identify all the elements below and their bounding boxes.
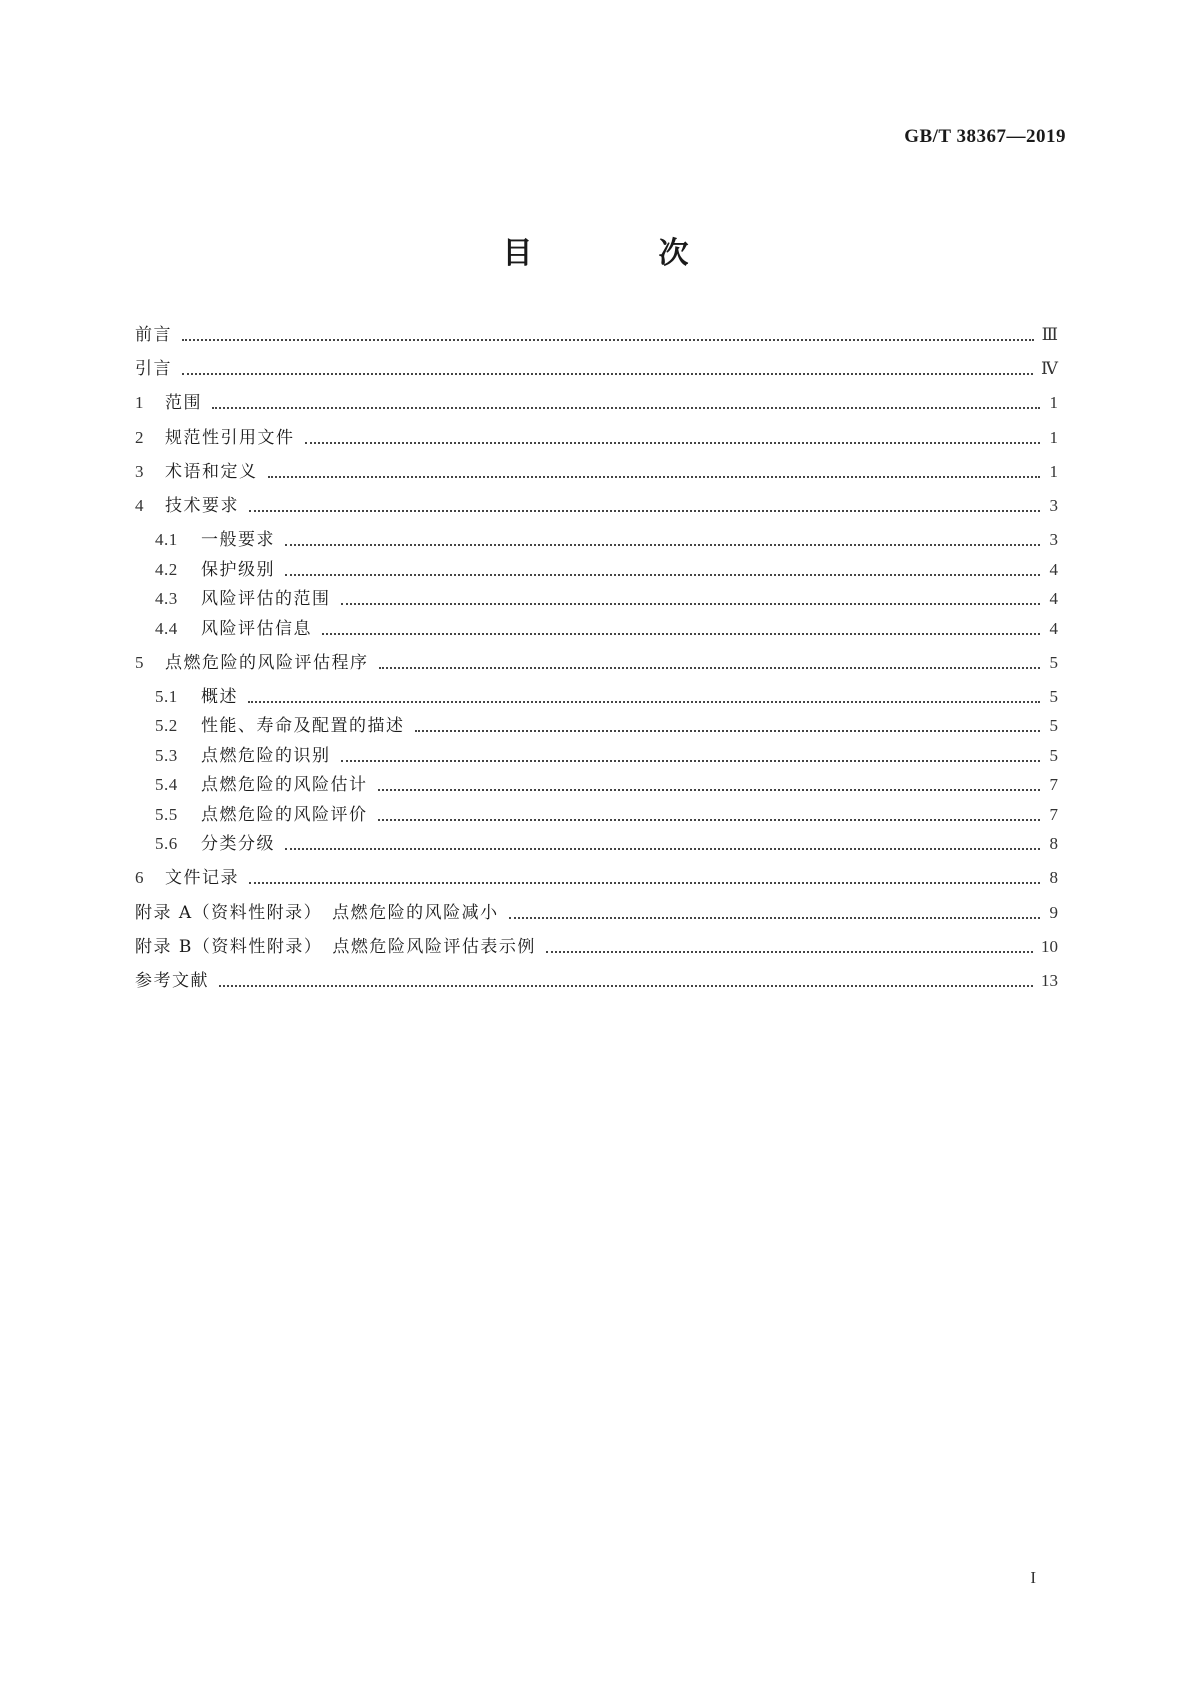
toc-label: 范围 — [165, 393, 202, 413]
toc-entry-appendix-b[interactable] — [135, 934, 1058, 960]
toc-entry-4-3[interactable] — [155, 586, 1058, 612]
toc-number: 4.4 — [155, 619, 178, 638]
toc-entry-5-5[interactable] — [155, 802, 1058, 828]
toc-entry-references[interactable] — [135, 968, 1058, 994]
toc-label: 风险评估的范围 — [201, 589, 331, 609]
toc-leader — [285, 848, 1040, 850]
toc-leader — [248, 701, 1040, 703]
toc-entry-introduction[interactable] — [135, 356, 1058, 382]
toc-page: 13 — [1041, 971, 1058, 990]
toc-leader — [285, 574, 1040, 576]
toc-number: 5.4 — [155, 775, 178, 794]
toc-label: 附录 B（资料性附录） 点燃危险风险评估表示例 — [135, 937, 536, 957]
toc-page: 4 — [1049, 619, 1058, 638]
toc-entry-4[interactable] — [135, 493, 1058, 519]
toc-entry-4-4[interactable] — [155, 616, 1058, 642]
toc-leader — [378, 819, 1041, 821]
toc-label: 保护级别 — [201, 560, 275, 580]
toc-number: 6 — [135, 868, 144, 887]
toc-number: 2 — [135, 428, 144, 447]
toc-page: 5 — [1049, 746, 1058, 765]
toc-page: 4 — [1049, 560, 1058, 579]
toc-leader — [182, 373, 1033, 375]
toc-leader — [268, 476, 1041, 478]
toc-leader — [182, 339, 1034, 341]
toc-page: 8 — [1049, 868, 1058, 887]
toc-leader — [322, 633, 1040, 635]
toc-entry-2[interactable] — [135, 425, 1058, 451]
toc-label: 点燃危险的风险评估程序 — [165, 653, 369, 673]
toc-number: 5.6 — [155, 834, 178, 853]
toc-page: Ⅲ — [1041, 325, 1058, 344]
toc-entry-5[interactable] — [135, 650, 1058, 676]
toc-leader — [212, 407, 1040, 409]
toc-entry-5-2[interactable] — [155, 713, 1058, 739]
toc-page: 5 — [1049, 653, 1058, 672]
toc-number: 3 — [135, 462, 144, 481]
toc-number: 5.3 — [155, 746, 178, 765]
toc-label: 参考文献 — [135, 971, 209, 991]
toc-label: 技术要求 — [165, 496, 239, 516]
toc-entry-foreword[interactable] — [135, 322, 1058, 348]
toc-label: 规范性引用文件 — [165, 428, 295, 448]
toc-label: 点燃危险的风险评价 — [201, 805, 368, 825]
toc-entry-3[interactable] — [135, 459, 1058, 485]
toc-entry-appendix-a[interactable] — [135, 900, 1058, 926]
toc-leader — [378, 789, 1041, 791]
toc-entry-5-6[interactable] — [155, 831, 1058, 857]
page-title: 目 次 — [502, 236, 737, 271]
toc-leader — [546, 951, 1033, 953]
toc-label: 一般要求 — [201, 530, 275, 550]
toc-page: 10 — [1041, 937, 1058, 956]
toc-label: 附录 A（资料性附录） 点燃危险的风险减小 — [135, 903, 499, 923]
toc-label: 术语和定义 — [165, 462, 258, 482]
toc-label: 风险评估信息 — [201, 619, 312, 639]
toc-page: 4 — [1049, 589, 1058, 608]
toc-leader — [415, 730, 1041, 732]
toc-label: 文件记录 — [165, 868, 239, 888]
toc-page: 9 — [1049, 903, 1058, 922]
toc-page: Ⅳ — [1041, 359, 1058, 378]
page-number: I — [1030, 1568, 1036, 1587]
toc-number: 5.5 — [155, 805, 178, 824]
toc-page: 7 — [1049, 775, 1058, 794]
toc-number: 5 — [135, 653, 144, 672]
toc-entry-4-1[interactable] — [155, 527, 1058, 553]
toc-leader — [249, 510, 1040, 512]
toc-page: 1 — [1049, 393, 1058, 412]
toc-number: 4 — [135, 496, 144, 515]
toc-page: 3 — [1049, 496, 1058, 515]
toc-label: 前言 — [135, 325, 172, 345]
standard-code: GB/T 38367—2019 — [904, 126, 1066, 147]
toc-leader — [341, 603, 1041, 605]
toc-page: 1 — [1049, 428, 1058, 447]
toc-number: 1 — [135, 393, 144, 412]
toc-page: 1 — [1049, 462, 1058, 481]
toc-leader — [249, 882, 1040, 884]
toc-number: 5.2 — [155, 716, 178, 735]
toc-number: 4.2 — [155, 560, 178, 579]
toc-page: 3 — [1049, 530, 1058, 549]
toc-page: 5 — [1049, 687, 1058, 706]
toc-label: 概述 — [201, 687, 238, 707]
toc-entry-1[interactable] — [135, 390, 1058, 416]
toc-page: 7 — [1049, 805, 1058, 824]
toc-page: 8 — [1049, 834, 1058, 853]
toc-leader — [341, 760, 1041, 762]
toc-entry-5-3[interactable] — [155, 743, 1058, 769]
toc-entry-6[interactable] — [135, 865, 1058, 891]
toc-page: 5 — [1049, 716, 1058, 735]
toc-entry-5-1[interactable] — [155, 684, 1058, 710]
toc-leader — [509, 917, 1040, 919]
toc-leader — [305, 442, 1041, 444]
toc-number: 4.1 — [155, 530, 178, 549]
toc-label: 引言 — [135, 359, 172, 379]
toc-label: 分类分级 — [201, 834, 275, 854]
toc-leader — [379, 667, 1041, 669]
toc-number: 5.1 — [155, 687, 178, 706]
toc-label: 性能、寿命及配置的描述 — [201, 716, 405, 736]
toc-entry-4-2[interactable] — [155, 557, 1058, 583]
toc-entry-5-4[interactable] — [155, 772, 1058, 798]
toc-leader — [219, 985, 1033, 987]
toc-label: 点燃危险的识别 — [201, 746, 331, 766]
toc-number: 4.3 — [155, 589, 178, 608]
toc-leader — [285, 544, 1040, 546]
toc-label: 点燃危险的风险估计 — [201, 775, 368, 795]
